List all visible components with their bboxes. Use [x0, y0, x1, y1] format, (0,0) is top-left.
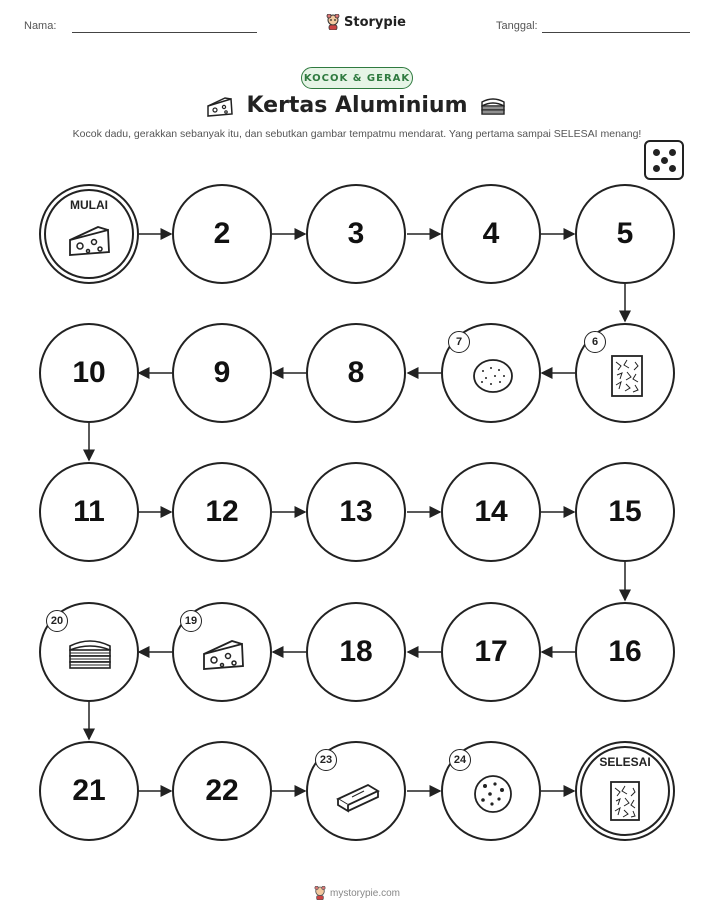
space-number: 16	[608, 635, 642, 668]
space-number: 5	[616, 217, 634, 250]
board-space-15[interactable]	[575, 462, 675, 562]
space-number: 4	[482, 217, 500, 250]
space-number: 14	[474, 495, 508, 528]
space-number: 15	[608, 495, 642, 528]
board-space-17[interactable]	[441, 602, 541, 702]
cookie-icon	[471, 774, 515, 814]
finish-label: SELESAI	[599, 755, 651, 769]
board-space-18[interactable]	[306, 602, 406, 702]
page-title: Kertas Aluminium	[246, 93, 468, 118]
space-number-badge: 20	[46, 610, 68, 632]
board-space-22[interactable]	[172, 741, 272, 841]
board-space-12[interactable]	[172, 462, 272, 562]
instructions-text: Kocok dadu, gerakkan sebanyak itu, dan sebutkan gambar tempatmu mendarat. Yang pertama sampai SELESAI menang!	[72, 128, 642, 140]
name-label: Nama:	[24, 20, 57, 32]
space-number: 9	[213, 356, 231, 389]
foil-sheet-icon	[609, 353, 645, 399]
board-space-8[interactable]	[306, 323, 406, 423]
butter-icon	[334, 777, 382, 813]
space-number: 22	[205, 774, 239, 807]
board-space-21[interactable]	[39, 741, 139, 841]
board-space-16[interactable]	[575, 602, 675, 702]
date-label: Tanggal:	[496, 20, 538, 32]
board-space-start[interactable]	[39, 184, 139, 284]
board-space-2[interactable]	[172, 184, 272, 284]
board-space-finish[interactable]	[575, 741, 675, 841]
footer	[0, 886, 714, 900]
board-space-14[interactable]	[441, 462, 541, 562]
category-badge: KOCOK & GERAK	[301, 67, 413, 89]
space-number-badge: 24	[449, 749, 471, 771]
start-label: MULAI	[70, 198, 108, 212]
foil-sheet-icon	[608, 779, 642, 823]
space-number-badge: 19	[180, 610, 202, 632]
cracker-icon	[471, 357, 515, 395]
board-space-4[interactable]	[441, 184, 541, 284]
space-number-badge: 6	[584, 331, 606, 353]
board-space-5[interactable]	[575, 184, 675, 284]
cheese-icon	[200, 636, 248, 674]
space-number-badge: 23	[315, 749, 337, 771]
board-space-9[interactable]	[172, 323, 272, 423]
board-space-3[interactable]	[306, 184, 406, 284]
space-number: 11	[73, 495, 105, 528]
space-number: 8	[347, 356, 365, 389]
brand-name: Storypie	[344, 14, 406, 30]
space-number: 3	[347, 217, 365, 250]
space-number: 21	[72, 774, 106, 807]
space-number: 10	[72, 356, 106, 389]
board-space-10[interactable]	[39, 323, 139, 423]
storypie-mascot-icon	[314, 886, 326, 900]
space-number: 18	[339, 635, 373, 668]
space-number: 13	[339, 495, 373, 528]
board-space-13[interactable]	[306, 462, 406, 562]
space-number: 12	[205, 495, 239, 528]
cheese-icon	[66, 222, 114, 260]
lasagna-icon	[65, 634, 115, 674]
footer-url[interactable]: mystorypie.com	[329, 887, 400, 899]
space-number-badge: 7	[448, 331, 470, 353]
board-space-11[interactable]	[39, 462, 139, 562]
space-number: 2	[213, 217, 231, 250]
space-number: 17	[474, 635, 508, 668]
